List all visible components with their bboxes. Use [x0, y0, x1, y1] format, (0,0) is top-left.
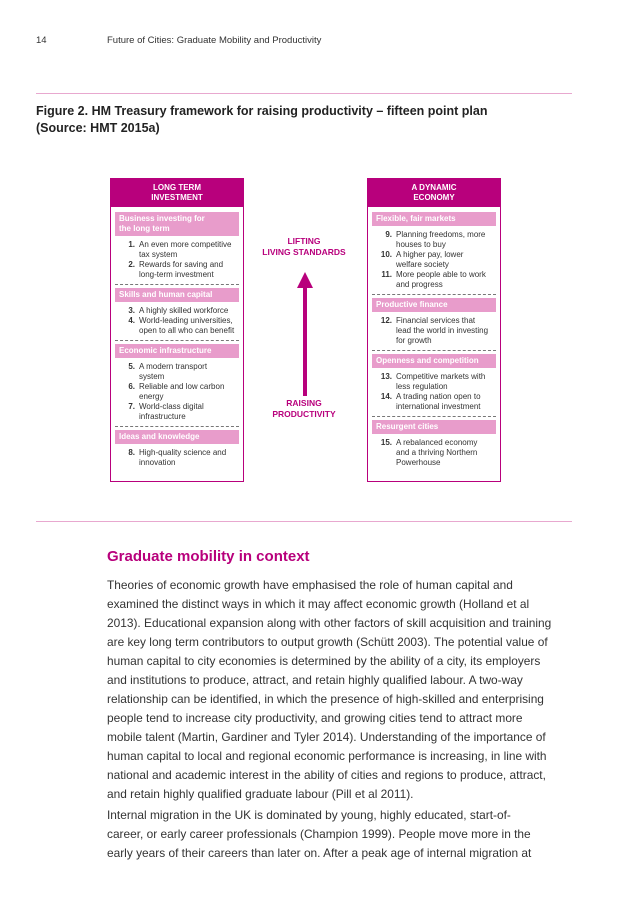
paragraph-line: human capital to local and regional economic performance is increasing, in line with	[107, 749, 547, 763]
plan-item-text: international investment	[396, 402, 481, 411]
body-paragraph	[107, 806, 577, 863]
plan-item-text: Reliable and low carbon	[139, 382, 225, 391]
long-term-investment-column	[110, 178, 244, 482]
lifting-living-standards-label	[248, 236, 360, 258]
plan-item-text: A trading nation open to	[396, 392, 481, 401]
plan-item-text: Financial services that	[396, 316, 476, 325]
running-title: Future of Cities: Graduate Mobility and Productivity	[107, 35, 322, 46]
plan-item-text: World-class digital	[139, 402, 204, 411]
plan-item-text: system	[139, 372, 165, 381]
plan-item-number: 3.	[128, 306, 135, 315]
plan-item	[368, 438, 500, 468]
plan-item	[111, 306, 243, 316]
column-heading-line: INVESTMENT	[151, 193, 203, 202]
plan-item	[111, 382, 243, 402]
column-heading	[111, 179, 243, 207]
plan-item-text: Rewards for saving and	[139, 260, 224, 269]
plan-item-text: World-leading universities,	[139, 316, 233, 325]
plan-item-number: 5.	[128, 362, 135, 371]
section-title	[115, 344, 239, 358]
column-heading-line: LONG TERM	[153, 183, 201, 192]
plan-item-text: Competitive markets with	[396, 372, 486, 381]
section-title-line: Economic infrastructure	[119, 346, 212, 355]
paragraph-line: and retain highly qualified graduate labour (Pill et al 2011).	[107, 787, 414, 801]
plan-item-number: 10.	[380, 250, 392, 259]
plan-item-text: A modern transport	[139, 362, 208, 371]
figure-title	[36, 103, 576, 137]
plan-item-number: 4.	[128, 316, 135, 325]
plan-item-text: A rebalanced economy	[396, 438, 478, 447]
plan-item-text: A higher pay, lower	[396, 250, 464, 259]
plan-item	[368, 392, 500, 412]
section-title-line: Business investing for	[119, 214, 205, 223]
plan-item	[111, 240, 243, 260]
plan-item-text: infrastructure	[139, 412, 186, 421]
figure-divider	[36, 521, 572, 522]
section-title-line: the long term	[119, 224, 170, 233]
plan-item-number: 9.	[385, 230, 392, 239]
section-title	[372, 298, 496, 312]
plan-item-text: less regulation	[396, 382, 448, 391]
dynamic-economy-column	[367, 178, 501, 482]
plan-item	[368, 372, 500, 392]
plan-item	[111, 260, 243, 280]
page-number: 14	[36, 35, 47, 46]
section-title	[115, 288, 239, 302]
section-title-line: Resurgent cities	[376, 422, 439, 431]
raising-productivity-label	[248, 398, 360, 420]
plan-item-text: A highly skilled workforce	[139, 306, 229, 315]
plan-item	[111, 316, 243, 336]
up-arrow-icon	[295, 270, 315, 398]
plan-item	[368, 316, 500, 346]
figure-source-line: (Source: HMT 2015a)	[36, 121, 160, 135]
paragraph-line: and institutions to produce, attract, and retain highly qualified labour. A two-way	[107, 673, 523, 687]
plan-item-text: Planning freedoms, more	[396, 230, 486, 239]
header-divider	[36, 93, 572, 94]
paragraph-line: Internal migration in the UK is dominated by young, highly educated, start-of-	[107, 808, 511, 822]
plan-item	[111, 402, 243, 422]
plan-item-text: and progress	[396, 280, 443, 289]
plan-item-number: 7.	[128, 402, 135, 411]
plan-item-text: for growth	[396, 336, 432, 345]
section-title	[115, 212, 239, 236]
paragraph-line: early years of their careers than later on. After a peak age of internal migration at	[107, 846, 532, 860]
plan-item-text: welfare society	[396, 260, 449, 269]
plan-item	[368, 270, 500, 290]
section-title	[372, 354, 496, 368]
label-line: LIFTING	[287, 236, 321, 246]
plan-item	[111, 362, 243, 382]
paragraph-line: national and academic interest in the ability of cities and regions to produce, attract,	[107, 768, 546, 782]
plan-item-number: 2.	[128, 260, 135, 269]
plan-item-text: innovation	[139, 458, 176, 467]
paragraph-line: career, or early career professionals (Champion 1999). People move more in the	[107, 827, 531, 841]
column-heading-line: A DYNAMIC	[411, 183, 457, 192]
body-paragraph	[107, 576, 577, 804]
plan-item	[368, 250, 500, 270]
plan-item-text: High-quality science and	[139, 448, 227, 457]
plan-item-text: tax system	[139, 250, 178, 259]
plan-item-text: Powerhouse	[396, 458, 441, 467]
plan-item-text: open to all who can benefit	[139, 326, 235, 335]
column-heading-line: ECONOMY	[413, 193, 455, 202]
paragraph-line: people tend to increase city productivity, and growing cities tend to attract more	[107, 711, 523, 725]
label-line: PRODUCTIVITY	[272, 409, 336, 419]
plan-item-text: An even more competitive	[139, 240, 232, 249]
plan-item-text: lead the world in investing	[396, 326, 489, 335]
paragraph-line: mobile talent (Martin, Gardiner and Tyler 2014). Understanding of the importance of	[107, 730, 546, 744]
plan-item-number: 8.	[128, 448, 135, 457]
paragraph-line: relationship can be identified, in which the presence of high-skilled and enterprising	[107, 692, 544, 706]
paragraph-line: examined the distinct ways in which it may affect economic growth (Holland et al	[107, 597, 530, 611]
plan-item-number: 15.	[380, 438, 392, 447]
plan-item-text: long-term investment	[139, 270, 214, 279]
plan-item-text: houses to buy	[396, 240, 446, 249]
paragraph-line: human capital to city economies is determined by the ability of a city, its employers	[107, 654, 541, 668]
plan-item	[111, 448, 243, 468]
plan-item-number: 14.	[380, 392, 392, 401]
section-title-line: Ideas and knowledge	[119, 432, 200, 441]
label-line: RAISING	[286, 398, 322, 408]
plan-item-number: 12.	[380, 316, 392, 325]
section-title	[115, 430, 239, 444]
section-heading: Graduate mobility in context	[107, 548, 310, 565]
plan-item-text: and a thriving Northern	[396, 448, 478, 457]
paragraph-line: 2013). Educational expansion along with other factors of skill acquisition and training	[107, 616, 552, 630]
section-title-line: Openness and competition	[376, 356, 479, 365]
section-title-line: Productive finance	[376, 300, 448, 309]
column-heading	[368, 179, 500, 207]
plan-item-number: 6.	[128, 382, 135, 391]
plan-item-number: 1.	[128, 240, 135, 249]
plan-item-number: 13.	[380, 372, 392, 381]
label-line: LIVING STANDARDS	[262, 247, 346, 257]
figure-title-line: Figure 2. HM Treasury framework for raising productivity – fifteen point plan	[36, 104, 488, 118]
plan-item	[368, 230, 500, 250]
section-title	[372, 420, 496, 434]
paragraph-line: Theories of economic growth have emphasised the role of human capital and	[107, 578, 513, 592]
paragraph-line: are key long term contributors to output growth (Schütt 2003). The potential value of	[107, 635, 548, 649]
section-title-line: Flexible, fair markets	[376, 214, 456, 223]
plan-item-text: More people able to work	[396, 270, 486, 279]
section-title	[372, 212, 496, 226]
plan-item-number: 11.	[381, 270, 392, 279]
section-title-line: Skills and human capital	[119, 290, 213, 299]
plan-item-text: energy	[139, 392, 164, 401]
